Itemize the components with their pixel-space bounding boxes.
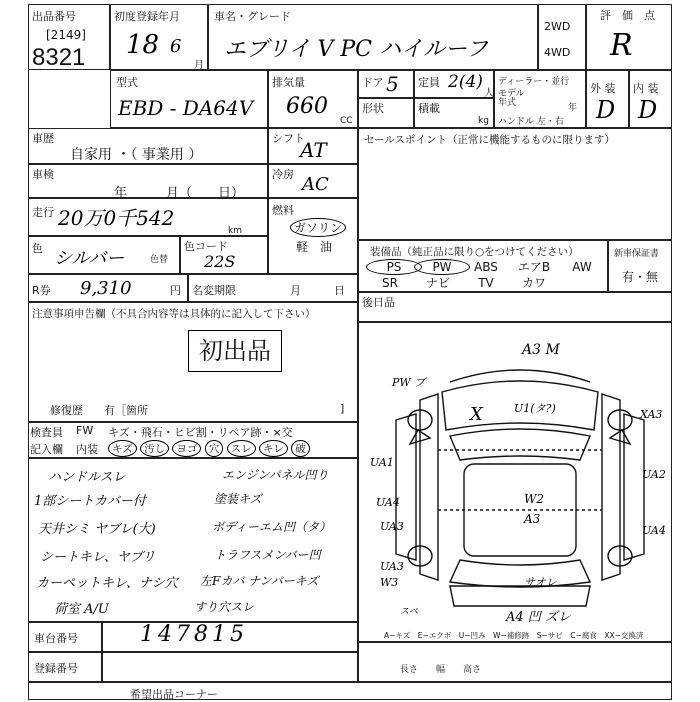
notes-label: 注意事項申告欄（不具合内容等は具体的に記入して下さい） [32, 308, 316, 320]
rear-box [358, 292, 672, 322]
namechange-label: 名変期限 [192, 284, 236, 297]
chassis-value: 147815 [140, 622, 248, 647]
inspector-label: 検査員 [30, 426, 63, 439]
diag-label: W3 [380, 576, 399, 589]
repair-close: ] [340, 402, 345, 415]
entry-item: スレ [227, 440, 256, 457]
regnum-label: 登録番号 [34, 662, 78, 675]
shift-label: シフト [272, 132, 305, 145]
entry-items [108, 440, 310, 457]
disp-label: 排気量 [272, 76, 305, 89]
diag-label: U1(タ?) [514, 402, 556, 415]
note-line-right: 塗装キズ [214, 492, 262, 506]
repair-label: 修復歴 [50, 404, 83, 417]
equipment-row2 [366, 274, 558, 291]
diag-label: UA3 [380, 520, 404, 533]
handle-label: ハンドル 左・右 [498, 117, 564, 127]
diag-label: W2 [524, 492, 544, 506]
bottom-label: 希望出品コーナー [130, 688, 218, 701]
entry-item: 穴 [205, 440, 224, 457]
mileage-label: 走行 [32, 206, 54, 219]
inspection-fmt: 年 月（ 日） [114, 186, 245, 201]
equip-airbag: エアB [517, 260, 551, 274]
diag-label: UA4 [642, 524, 666, 537]
entry-item: ヨゴ [172, 440, 201, 457]
note-line: 荷室 A/U [54, 602, 109, 617]
bottom-box [28, 682, 672, 700]
history-value: 自家用 ・（ 事業用 ） [70, 147, 203, 163]
diag-label: サオレ [524, 576, 557, 589]
equip-aw: AW [572, 260, 592, 274]
drive-4wd: 4WD [544, 46, 571, 59]
diag-label: A4 凹 ズレ [506, 610, 571, 625]
reg-month-unit: 月 [194, 60, 204, 71]
dealer-label: ディーラー・並行 [498, 77, 570, 87]
model-value: エブリイ V PC ハイルーフ [224, 37, 488, 62]
disp-unit: CC [340, 116, 353, 126]
ac-label: 冷房 [272, 168, 294, 181]
type-value: EBD - DA64V [118, 96, 254, 120]
drive-2wd: 2WD [544, 20, 571, 33]
note-line: 1部シートカバー付 [34, 494, 146, 509]
entry-item: 汚し [140, 440, 169, 457]
note-line-right: エンジンパネル凹り [222, 468, 329, 482]
note-line-right: トラフスメンバー凹 [214, 548, 321, 562]
sales-point-label: セールスポイント（正常に機能するものに限ります） [364, 134, 616, 146]
equip-navi: ナビ [425, 276, 450, 290]
load-label: 積載 [418, 102, 440, 115]
diag-label: スペ [400, 607, 419, 617]
first-listing-stamp: 初出品 [188, 330, 282, 372]
history-label: 車歴 [32, 132, 54, 145]
equip-ps: PS [366, 259, 414, 275]
shift-value: AT [300, 138, 327, 162]
equipment-label: 装備品（純正品に限り○をつけてください） [370, 246, 579, 258]
tax-label: R券 [32, 284, 51, 297]
entry-item: 破 [291, 440, 310, 457]
mileage-unit: km [228, 226, 242, 236]
color-code-value: 22S [204, 252, 236, 271]
reg-month: 6 [170, 36, 182, 57]
reg-year: 18 [126, 30, 160, 60]
fuel-label: 燃料 [272, 204, 294, 217]
type-label: 型式 [116, 76, 138, 89]
ext-value: D [596, 96, 616, 124]
rear-seat-label: 後日品 [362, 296, 395, 309]
color-code-label: 色コード [184, 240, 228, 253]
warranty-value: 有・無 [622, 270, 659, 284]
cap-unit: 人 [484, 88, 494, 99]
grade-label: 評 価 点 [600, 9, 655, 22]
int-value: D [638, 96, 658, 124]
diag-label: UA2 [642, 468, 666, 481]
warranty-label: 新車保証書 [614, 249, 660, 259]
lot-number: 8321 [32, 44, 86, 71]
diag-label: XA3 [640, 408, 663, 421]
drive-box [538, 4, 586, 70]
mileage-value: 20万0千542 [58, 206, 175, 230]
diag-label: A3 M [522, 342, 560, 358]
ext-label: 外 装 [590, 82, 616, 95]
disp-value: 660 [286, 94, 328, 119]
diag-label: X [470, 404, 483, 425]
cap-value: 2(4) [448, 72, 483, 92]
tax-value: 9,310 [80, 278, 132, 299]
fuel-gas: ガソリン [290, 218, 346, 237]
lot-small: [2149] [46, 28, 86, 42]
note-line: 天井シミ ヤブレ(大) [38, 522, 156, 537]
door-label: ドア [362, 76, 384, 89]
car-diagram [380, 360, 663, 610]
inspection-label: 車検 [32, 168, 54, 181]
equipment-row1 [366, 258, 606, 275]
diag-label: A3 [524, 512, 541, 526]
entry-item: キズ [108, 440, 137, 457]
door-value: 5 [386, 72, 399, 96]
fw-label: FW [76, 424, 94, 437]
entry-item: キレ [259, 440, 288, 457]
entry-label: 記入欄 [30, 443, 63, 456]
lot-label: 出品番号 [32, 10, 76, 23]
int-label: 内 装 [633, 82, 659, 95]
diag-label: UA3 [380, 560, 404, 573]
namechange-fmt: 月 日 [290, 284, 345, 297]
equip-sr: SR [382, 276, 398, 290]
color-type-label: 色替 [150, 255, 169, 265]
diag-label: UA1 [370, 456, 394, 469]
entry-sub: 内装 [76, 443, 98, 456]
diagram-legend: A−キズ E−エクボ U−凹み W−補修跡 S−サビ C−腐食 XX−交換済 [384, 631, 644, 640]
diag-label: UA4 [376, 496, 400, 509]
cap-label: 定員 [418, 76, 440, 89]
note-line: シートキレ、ヤブリ [40, 550, 156, 565]
model-year-unit: 年 [568, 103, 578, 113]
chassis-label: 車台番号 [34, 632, 78, 645]
load-unit: kg [478, 116, 489, 126]
note-line-right: ボディーエム凹（タ） [212, 520, 332, 534]
grade-value: R [610, 28, 633, 63]
color-value: シルバー [54, 248, 125, 269]
model-label: 車名・グレード [214, 10, 291, 23]
regnum-value-box [102, 652, 358, 682]
tax-unit: 円 [170, 284, 181, 297]
reg-label: 初度登録年月 [114, 10, 180, 23]
note-line: カーペットキレ、ナシ穴 [36, 576, 178, 591]
equip-abs: ABS [474, 260, 498, 274]
inspection-legend: キズ・飛石・ヒビ割・リペア跡・×交 [108, 426, 293, 439]
model-year-label: モデル年式 [498, 89, 525, 108]
color-label: 色 [32, 242, 43, 255]
note-line-right: 左Fカバ ナンバーキズ [200, 574, 319, 588]
shape-label: 形状 [362, 102, 384, 115]
equip-pw: PW [414, 259, 462, 275]
ac-value: AC [302, 174, 329, 195]
diag-label: PW ブ [392, 376, 426, 389]
repair-value: 有［箇所 [104, 404, 148, 417]
equip-tv: TV [478, 276, 494, 290]
dims: 長さ 幅 高さ [400, 665, 482, 675]
fuel-diesel: 軽 油 [296, 240, 333, 254]
equip-kawa: カワ [521, 276, 546, 290]
note-line: ハンドルスレ [48, 470, 126, 485]
note-line-right: すり穴スレ [194, 600, 255, 614]
